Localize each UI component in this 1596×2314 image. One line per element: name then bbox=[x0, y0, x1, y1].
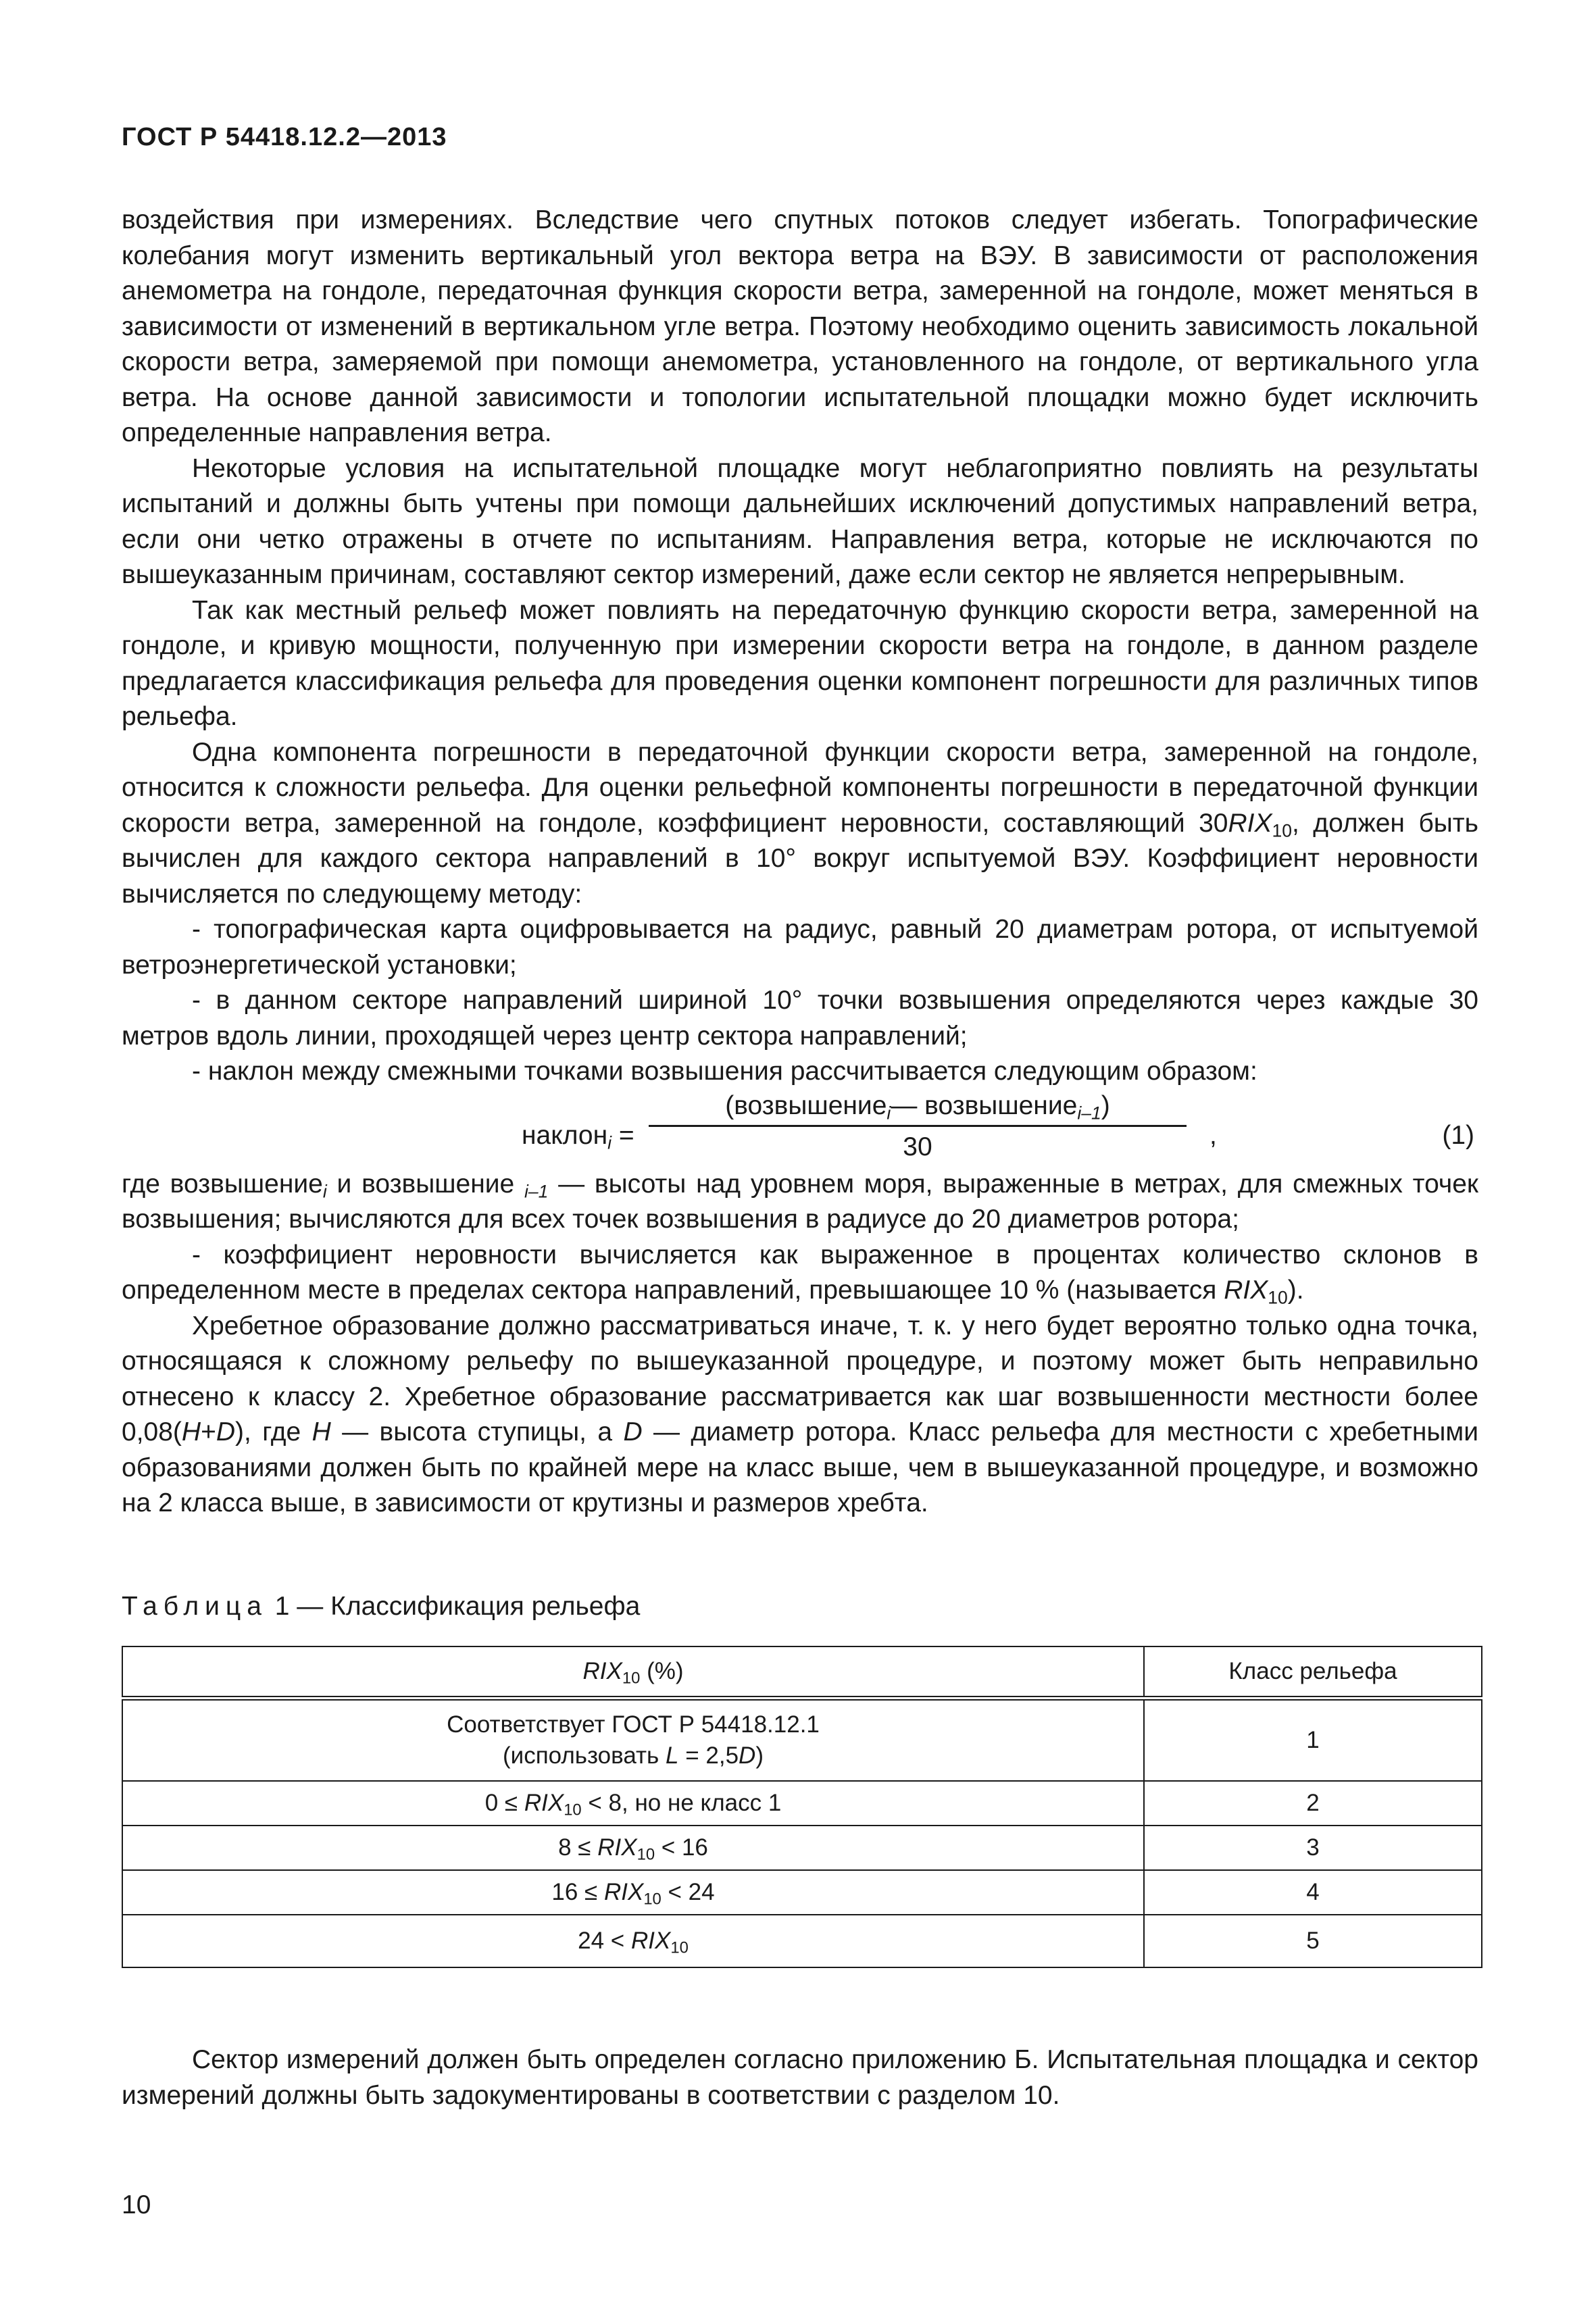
row1-condition: Соответствует ГОСТ Р 54418.12.1 (использовать L = 2,5D) bbox=[122, 1699, 1144, 1782]
bullet-3: - наклон между смежными точками возвышения рассчитывается следующим образом: bbox=[192, 1057, 1257, 1086]
document-header: ГОСТ Р 54418.12.2—2013 bbox=[122, 123, 447, 151]
formula-comma: , bbox=[1210, 1120, 1217, 1150]
table-row bbox=[122, 1870, 1482, 1915]
formula-1 bbox=[122, 1090, 1478, 1167]
closing-paragraph: Сектор измерений должен быть определен согласно приложению Б. Испытательная площадка и сектор измерений должны быть задокументированы в соответствии с разделом 10. bbox=[122, 2045, 1478, 2110]
header-terrain-class: Класс рельефа bbox=[1144, 1646, 1482, 1699]
table-row bbox=[122, 1699, 1482, 1782]
row5-class: 5 bbox=[1144, 1915, 1482, 1967]
row3-condition: $8 \le RIX_{10} < 16$ bbox=[122, 1826, 1144, 1870]
formula-fraction bbox=[649, 1088, 1187, 1165]
row1-class: 1 bbox=[1144, 1699, 1482, 1782]
formula-denominator: 30 bbox=[903, 1132, 932, 1161]
row4-condition: $16 \le RIX_{10} < 24$ bbox=[122, 1870, 1144, 1915]
terrain-classification-table bbox=[122, 1646, 1482, 1968]
paragraph-2: Некоторые условия на испытательной площадке могут неблагоприятно повлиять на результаты испытаний и должны быть учтены при помощи дальнейших исключений допустимых направлений ветра, если они четко отражены в отчете по испытаниям. Направления ветра, которые не исключаются по вышеуказанным причинам, составляют сектор измерений, даже если сектор не является непрерывным. bbox=[122, 453, 1478, 589]
paragraph-3: Так как местный рельеф может повлиять на передаточную функцию скорости ветра, замеренной на гондоле, и кривую мощности, полученную при измерении скорости ветра на гондоле, в данном разделе предлагается классификация рельефа для проведения оценки компонент погрешности для различных типов рельефа. bbox=[122, 595, 1478, 731]
bullet-2: - в данном секторе направлений шириной 10° точки возвышения определяются через каждые 30 метров вдоль линии, проходящей через центр сектора направлений; bbox=[122, 986, 1478, 1051]
table-row bbox=[122, 1915, 1482, 1967]
row3-class: 3 bbox=[1144, 1826, 1482, 1870]
table-caption: Таблица 1 — Классификация рельефа bbox=[122, 1592, 641, 1621]
equation-number: (1) bbox=[1442, 1120, 1474, 1150]
bullet-4: - коэффициент неровности вычисляется как выраженное в процентах количество склонов в определенном месте в пределах сектора направлений, превышающее 10 % (называется $RIX_{10}$). bbox=[122, 1240, 1478, 1308]
paragraph-6: Хребетное образование должно рассматриваться иначе, т. к. у него будет вероятно только одна точка, относящаяся к сложному рельефу по вышеуказанной процедуре, и поэтому может быть неправильно отнесено к классу 2. Хребетное образование рассматривается как шаг возвышенности местности более 0,08(H+D), где H — высота ступицы, а D — диаметр ротора. Класс рельефа для местности с хребетными образованиями должен быть по крайней мере на класс выше, чем в вышеуказанной процедуре, и возможно на 2 класса выше, в зависимости от крутизны и размеров хребта. bbox=[122, 1311, 1478, 1517]
header-rix: $RIX_{10}$ (%) bbox=[122, 1646, 1144, 1699]
row4-class: 4 bbox=[1144, 1870, 1482, 1915]
formula-lhs: наклон$_i$ = bbox=[522, 1120, 634, 1153]
row2-condition: $0 \le RIX_{10} < 8$, но не класс 1 bbox=[122, 1781, 1144, 1826]
table-header-row bbox=[122, 1646, 1482, 1699]
paragraph-4: Одна компонента погрешности в передаточной функции скорости ветра, замеренной на гондоле, относится к сложности рельефа. Для оценки рельефной компоненты погрешности в передаточной функции скорости ветра, замеренной на гондоле, коэффициент неровности, составляющий $30RIX_{10}$, должен быть вычислен для каждого сектора направлений в 10° вокруг испытуемой ВЭУ. Коэффициент неровности вычисляется по следующему методу: bbox=[122, 737, 1478, 909]
formula-numerator: (возвышение$_i$— возвышение$_{i-1}$) bbox=[725, 1090, 1110, 1123]
bullet-1: - топографическая карта оцифровывается на радиус, равный 20 диаметрам ротора, от испытуемой ветроэнергетической установки; bbox=[122, 915, 1478, 980]
body-text bbox=[122, 203, 1478, 1521]
page-number: 10 bbox=[122, 2190, 151, 2219]
row2-class: 2 bbox=[1144, 1781, 1482, 1826]
table-row bbox=[122, 1781, 1482, 1826]
paragraph-5: где возвышение$_i$ и возвышение $_{i-1}$ — высоты над уровнем моря, выраженные в метрах, для смежных точек возвышения; вычисляются для всех точек возвышения в радиусе до 20 диаметров ротора; bbox=[122, 1169, 1478, 1234]
table-row bbox=[122, 1826, 1482, 1870]
row5-condition: $24 < RIX_{10}$ bbox=[122, 1915, 1144, 1967]
paragraph-1: воздействия при измерениях. Вследствие чего спутных потоков следует избегать. Топографические колебания могут изменить вертикальный угол вектора ветра на ВЭУ. В зависимости от расположения анемометра на гондоле, передаточная функция скорости ветра, замеренной на гондоле, может меняться в зависимости от изменений в вертикальном угле ветра. Поэтому необходимо оценить зависимость локальной скорости ветра, замеряемой при помощи анемометра, установленного на гондоле, от вертикального угла ветра. На основе данной зависимости и топологии испытательной площадки можно будет исключить определенные направления ветра. bbox=[122, 205, 1478, 447]
